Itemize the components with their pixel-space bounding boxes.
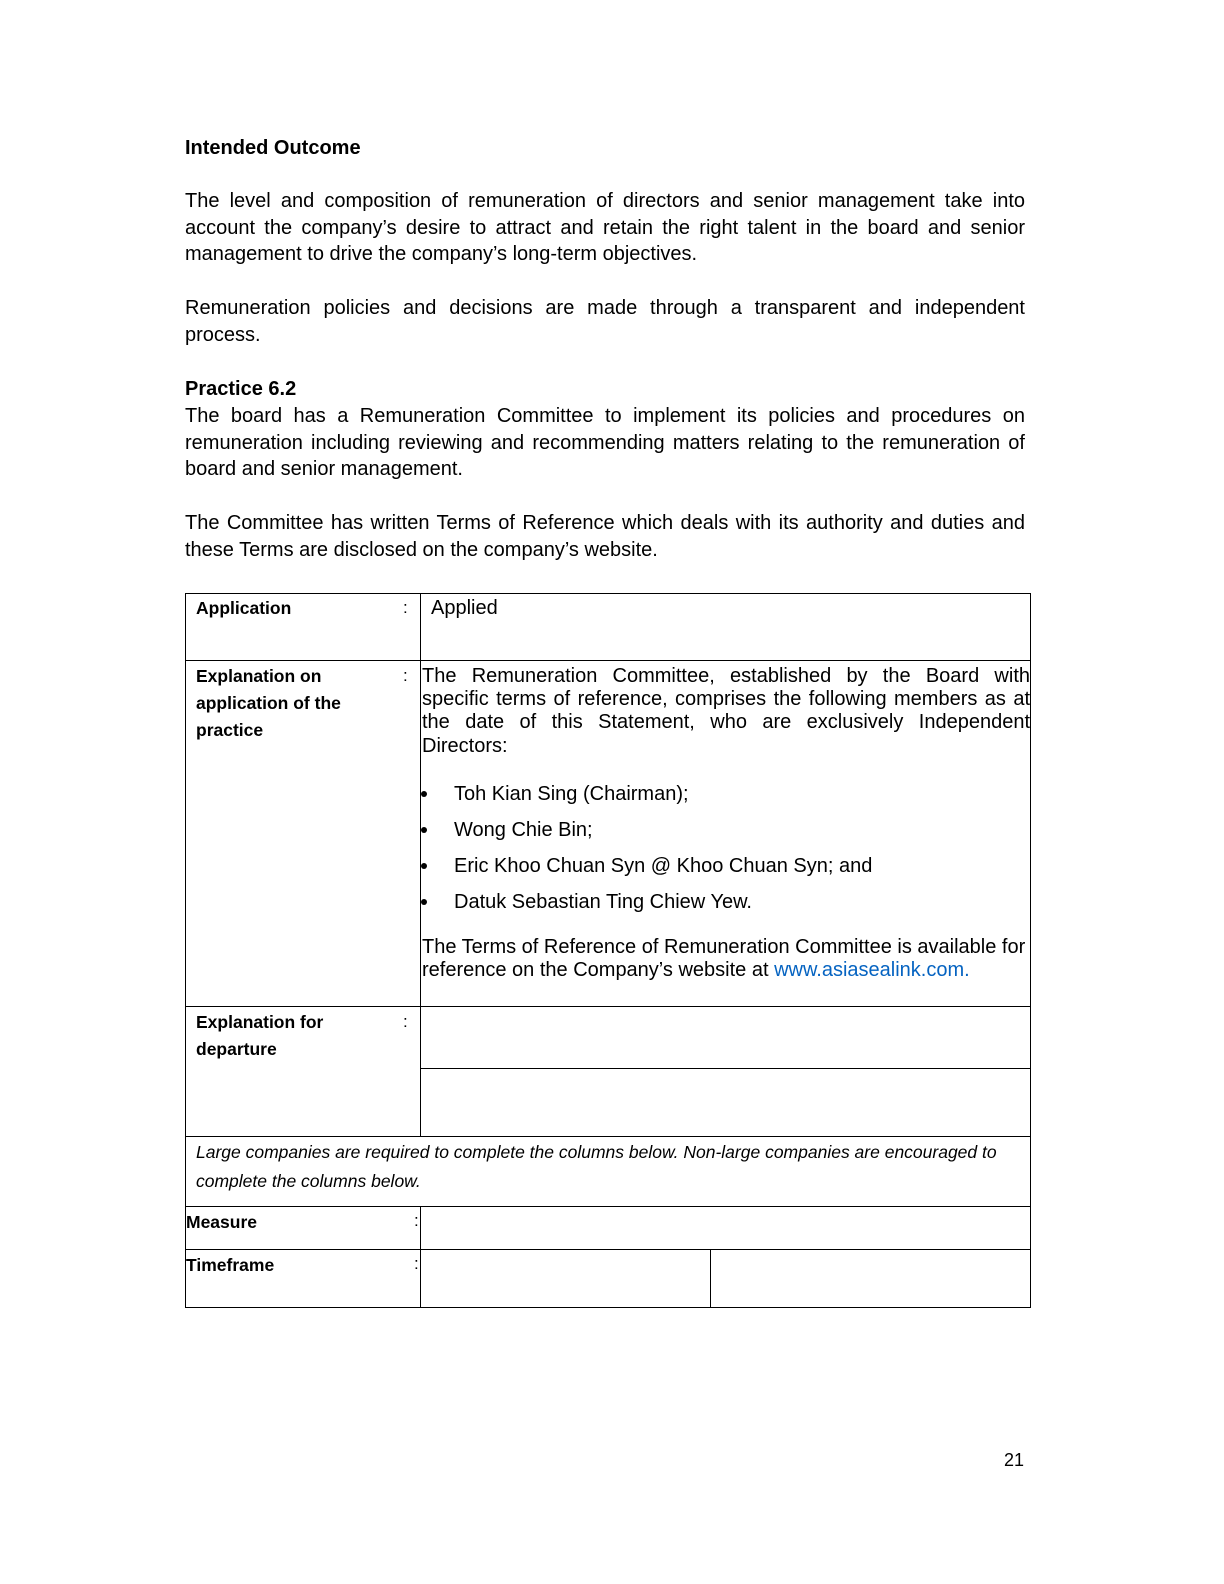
explanation-application-intro: The Remuneration Committee, established by the Board with specific terms of reference, comprises the following members as at the date of this Statement, who are exclusively Independent Directors: — [422, 665, 1030, 757]
section-heading: Intended Outcome — [185, 137, 361, 159]
list-item: Datuk Sebastian Ting Chiew Yew. — [420, 890, 872, 926]
row-divider — [185, 1206, 1031, 1207]
measure-label: Measure — [186, 1212, 258, 1232]
row-divider — [185, 1249, 1031, 1250]
bullet-icon — [421, 863, 427, 869]
practice-paragraph-1: The board has a Remuneration Committee to implement its policies and procedures on remuneration including reviewing and recommending matters relating to the remuneration of board and senior management. — [185, 405, 1025, 480]
page-number: 21 — [1004, 1450, 1025, 1470]
timeframe-colon: : — [414, 1254, 419, 1273]
website-link[interactable]: www.asiasealink.com. — [774, 959, 970, 982]
application-value: Applied — [431, 597, 498, 619]
timeframe-label: Timeframe — [186, 1255, 275, 1275]
bullet-icon — [421, 791, 427, 797]
outcome-paragraph-2: Remuneration policies and decisions are made through a transparent and independent process. — [185, 297, 1025, 346]
row-divider — [420, 1068, 1031, 1069]
list-item: Wong Chie Bin; — [420, 818, 872, 854]
bullet-icon — [421, 899, 427, 905]
list-item: Eric Khoo Chuan Syn @ Khoo Chuan Syn; and — [420, 854, 872, 890]
practice-paragraph-2: The Committee has written Terms of Reference which deals with its authority and duties and these Terms are disclosed on the company’s website. — [185, 512, 1025, 561]
measure-colon: : — [414, 1211, 419, 1230]
explanation-application-colon: : — [403, 666, 408, 685]
explanation-application-label: Explanation on application of the practice — [196, 666, 341, 740]
application-label: Application — [196, 598, 292, 618]
departure-label: Explanation for departure — [196, 1012, 324, 1059]
application-colon: : — [403, 598, 408, 617]
row-divider — [185, 1006, 1031, 1007]
committee-members-list — [420, 782, 872, 926]
table-border-bottom — [185, 1307, 1031, 1308]
departure-colon: : — [403, 1012, 408, 1031]
table-border-right — [1030, 593, 1031, 1308]
timeframe-divider — [710, 1250, 711, 1308]
large-company-note: Large companies are required to complete the columns below. Non-large companies are encouraged to complete the columns below. — [196, 1142, 997, 1191]
terms-of-reference-text: The Terms of Reference of Remuneration Committee is available for reference on the Company’s website at www.asiasealink.com. — [422, 936, 1026, 982]
row-divider — [185, 660, 1031, 661]
table-border-left — [185, 593, 186, 1308]
practice-heading: Practice 6.2 — [185, 378, 297, 400]
outcome-paragraph-1: The level and composition of remuneration of directors and senior management take into account the company’s desire to attract and retain the right talent in the board and senior management to drive the company’s long-term objectives. — [185, 190, 1025, 265]
list-item: Toh Kian Sing (Chairman); — [420, 782, 872, 818]
row-divider — [185, 1136, 1031, 1137]
table-border-top — [185, 593, 1031, 594]
table-column-divider-lower — [420, 1207, 421, 1308]
bullet-icon — [421, 827, 427, 833]
